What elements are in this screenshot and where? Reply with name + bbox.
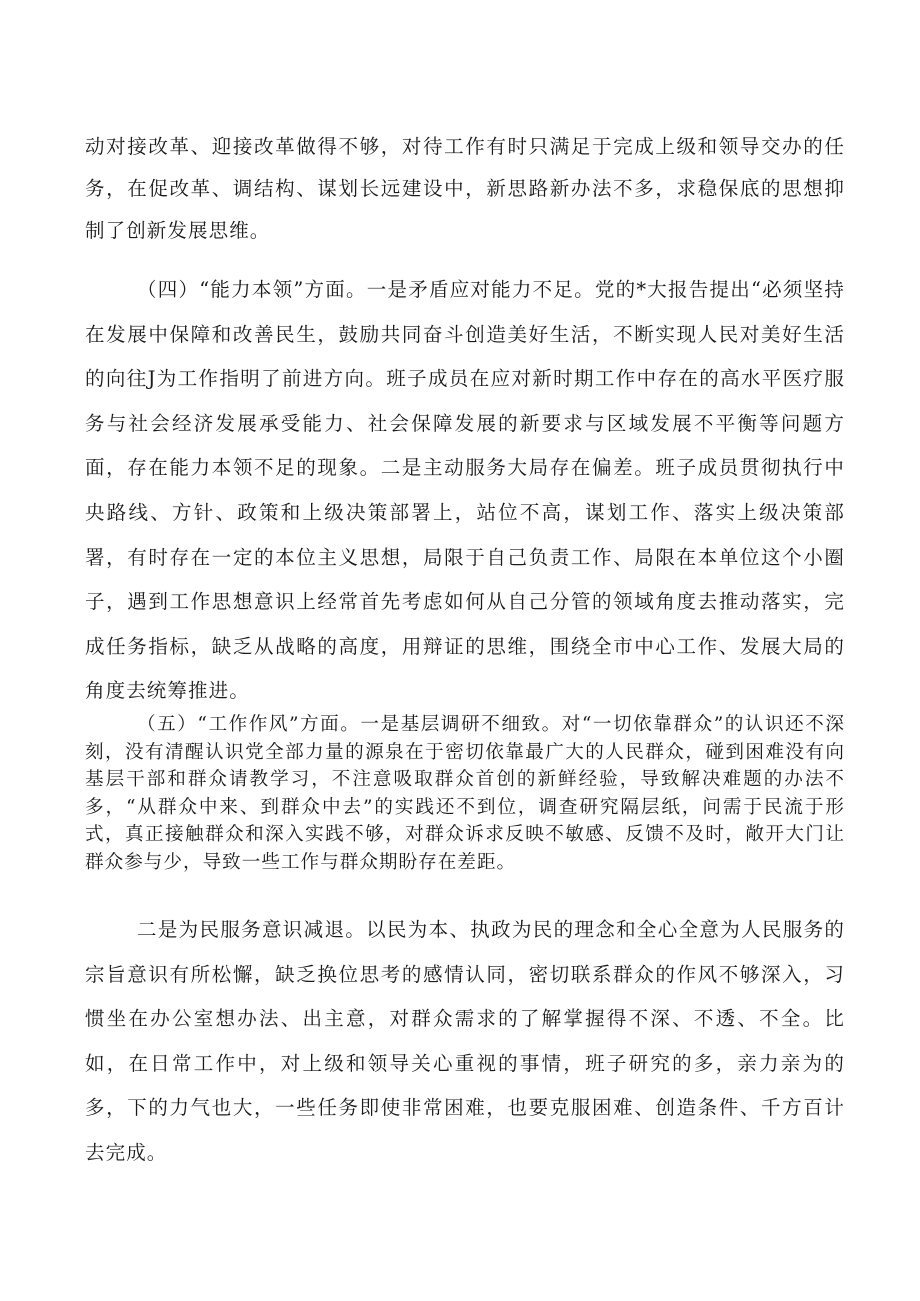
paragraph-work-style-section: （五）“工作作风”方面。一是基层调研不细致。对“一切依靠群众”的认识还不深刻，没有清醒认识党全部力量的源泉在于密切依靠最广大的人民群众，碰到困难没有向基层干部和群众请教学习，不注意吸取群众首创的新鲜经验，导致解决难题的办法不多，“从群众中来、到群众中去”的实践还不到位，调查研究隔层纸，问需于民流于形式，真正接触群众和深入实践不够，对群众诉求反映不敏感、反馈不及时，敞开大门让群众参与少，导致一些工作与群众期盼存在差距。 bbox=[85, 714, 845, 873]
paragraph-reform-continuation: 动对接改革、迎接改革做得不够，对待工作有时只满足于完成上级和领导交办的任务，在促改革、调结构、谋划长远建设中，新思路新办法不多，求稳保底的思想抑制了创新发展思维。 bbox=[85, 135, 845, 242]
paragraph-ability-section: （四）“能力本领”方面。一是矛盾应对能力不足。党的*大报告提出“必须坚持在发展中保障和改善民生，鼓励共同奋斗创造美好生活，不断实现人民对美好生活的向往J为工作指明了前进方向。班子成员在应对新时期工作中存在的高水平医疗服务与社会经济发展承受能力、社会保障发展的新要求与区域发展不平衡等问题方面，存在能力本领不足的现象。二是主动服务大局存在偏差。班子成员贯彻执行中央路线、方针、政策和上级决策部署上，站位不高，谋划工作、落实上级决策部署，有时存在一定的本位主义思想，局限于自己负责工作、局限在本单位这个小圈子，遇到工作思想意识上经常首先考虑如何从自己分管的领域角度去推动落实，完成任务指标，缺乏从战略的高度，用辩证的思维，围绕全市中心工作、发展大局的角度去统筹推进。 bbox=[85, 278, 845, 703]
paragraph-service-awareness: 二是为民服务意识减退。以民为本、执政为民的理念和全心全意为人民服务的宗旨意识有所松懈，缺乏换位思考的感情认同，密切联系群众的作风不够深入，习惯坐在办公室想办法、出主意，对群众需求的了解掌握得不深、不透、不全。比如，在日常工作中，对上级和领导关心重视的事情，班子研究的多，亲力亲为的多，下的力气也大，一些任务即使非常困难，也要克服困难、创造条件、千方百计去完成。 bbox=[85, 918, 845, 1164]
